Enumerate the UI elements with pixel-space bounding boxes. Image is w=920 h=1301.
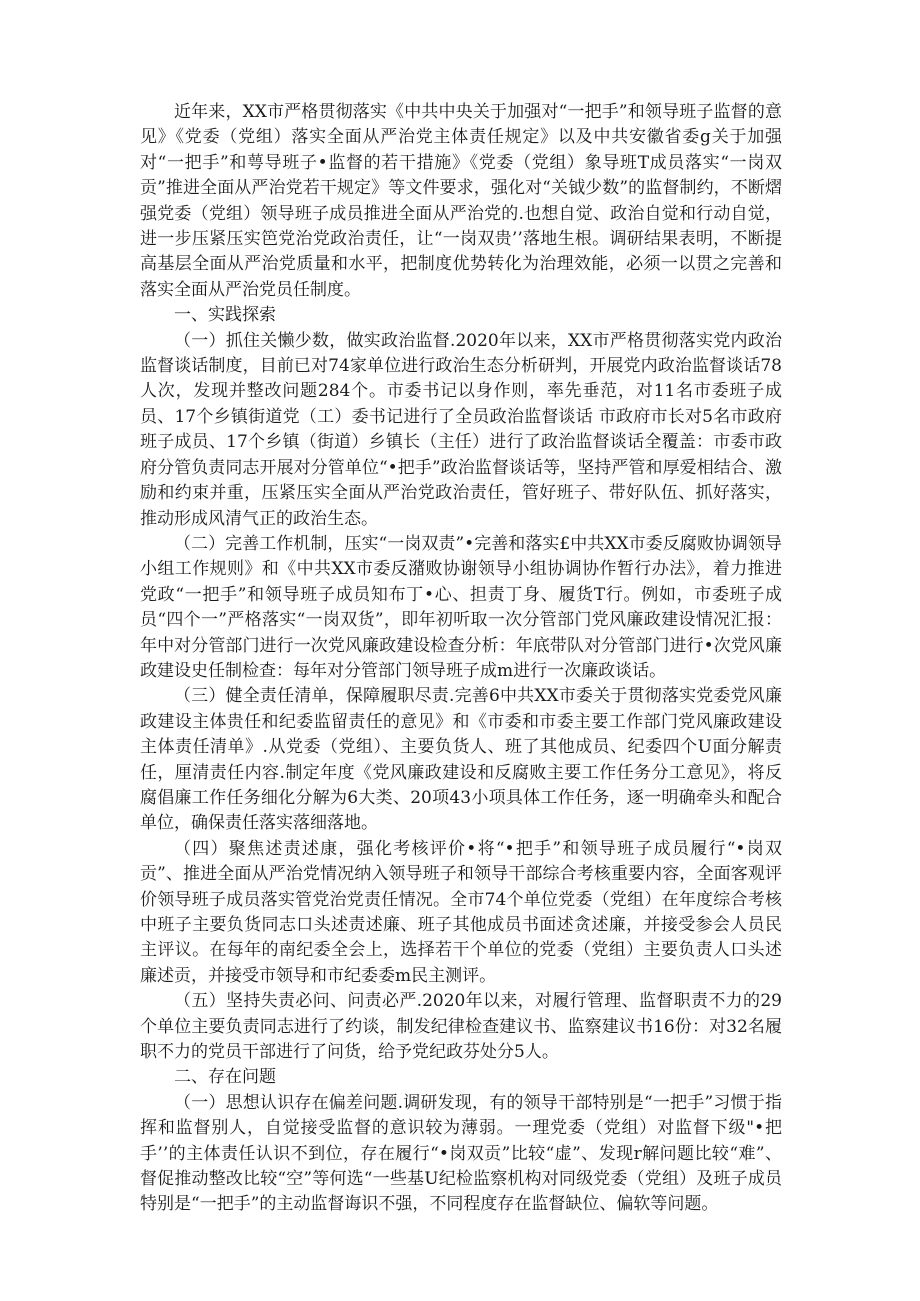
intro-paragraph: 近年来，XX市严格贯彻落实《中共中央关于加强对“一把手”和领导班子监督的意见》《党委（党组）落实全面从严治党主体责任规定》以及中共安徽省委g关于加强对“一把手”和萼导班子•监督的若干措施》《党委（党组）象导班T成员落实“一岗双贡”推进全面从严治党若干规定》等文件要求，强化对“关钺少数”的监督制约，不断熠强党委（党组）领导班子成员推进全面从严治党的.也想自觉、政治自觉和行动自觉，进一步压紧压实笆党治党政治责任，让“一岗双贵’’落地生根。调研结果表明，不断提高基层全面从严治党质量和水平，把制度优势转化为治理效能，必须一以贯之完善和落实全面从严治党员任制度。 [140,102,782,300]
practice-paragraph-4: （四）聚焦述责述康，强化考核评价•将“•把手”和领导班子成员履行“•岗双贡”、推进全面从严治党情况纳入领导班子和领导干部综合考核重要内容，全面客观评价领导班子成员落实管党治党责任情况。全市74个单位党委（党组）在年度综合考核中班子主要负货同志口头述责述廉、班子其他成员书面述贪述廉，并接受参会人员民主评议。在每年的南纪委全会上，选择若干个单位的党委（党组）主要负责人口头述廉述贡，并接受市领导和市纪委委m民主测评。 [140,838,782,986]
document-page [140,100,782,1218]
practice-paragraph-3: （三）健全责任清单，保障履职尽责.完善6中共XX市委关于贯彻落实党委党风廉政建设主体贵任和纪委监留责任的意见》和《市委和市委主要工作部门党风廉政建设主体责任清单》.从党委（党组）、主要负货人、班了其他成员、纪委四个U面分解责任，厘清责任内容.制定年度《党风廉政建设和反腐败主要工作任务分工意见》，将反腐倡廉工作任务细化分解为6大类、20项43小项具体工作任务，逐一明确牵头和配合单位，确保责任落实落细落地。 [140,686,782,834]
problems-paragraph-1: （一）思想认识存在偏差问题.调研发现，有的领导干部特别是“一把手”习惯于指挥和监督别人，自觉接受监督的意识较为薄弱。一理党委（党组）对监督下级"•把手’’的主体责任认识不到位，存在履行“•岗双贡”比较“虚”、发现r解问题比较“难”、督促推动整改比较“空”等何选“一些基U纪检监察机构对同级党委（党组）及班子成员特别是“一把手”的主动监督诲识不强，不同程度存在监督缺位、偏软等问题。 [140,1092,782,1215]
practice-paragraph-1: （一）抓住关懒少数，做实政治监督.2020年以来，XX市严格贯彻落实党内政治监督谈话制度，目前已对74家单位进行政治生态分析研判，开展党内政治监督谈话78人次，发现并整改问题284个。市委书记以身作则，率先垂范，对11名市委班子成员、17个乡镇街道党（工）委书记进行了全员政治监督谈话 市政府市长对5名市政府班子成员、17个乡镇（街道）乡镇长（主任）进行了政治监督谈话全覆盖：市委市政府分管负责同志开展对分管单位“•把手”政治监督谈话等，坚持严管和厚爱相结合、激励和约束并重，压紧压实全面从严治党政治责任，管好班子、带好队伍、抓好落实，推动形成风清气正的政治生态。 [140,330,782,529]
section-heading-practice: 一、实践探索 [174,305,276,326]
practice-paragraph-2: （二）完善工作机制，压实“一岗双责”•完善和落实£中共XX市委反腐败协调领导小组工作规则》和《中共XX市委反潴败协谢领导小组协调协作暂行办法》，着力推进党政“一把手”和领导班子成员知布丁•心、担责丁身、履货T行。例如，市委班子成员“四个一”严格落实“一岗双货”，即年初听取一次分管部门党风廉政建设情况汇报：年中对分管部门进行一次党风廉政建设检查分析：年底带队对分管部门进行•次党风廉政建设史任制检查：每年对分管部门领导班子成m进行一次廉政谈话。 [140,533,782,681]
practice-paragraph-5: （五）坚持失责必问、问责必严.2020年以来，对履行管理、监督职责不力的29个单位主要负责同志进行了约谈，制发纪律检查建议书、监察建议书16份：对32名履职不力的党员干部进行了问货，给予党纪政芬处分5人。 [140,991,782,1063]
section-heading-problems: 二、存在问题 [174,1067,276,1088]
